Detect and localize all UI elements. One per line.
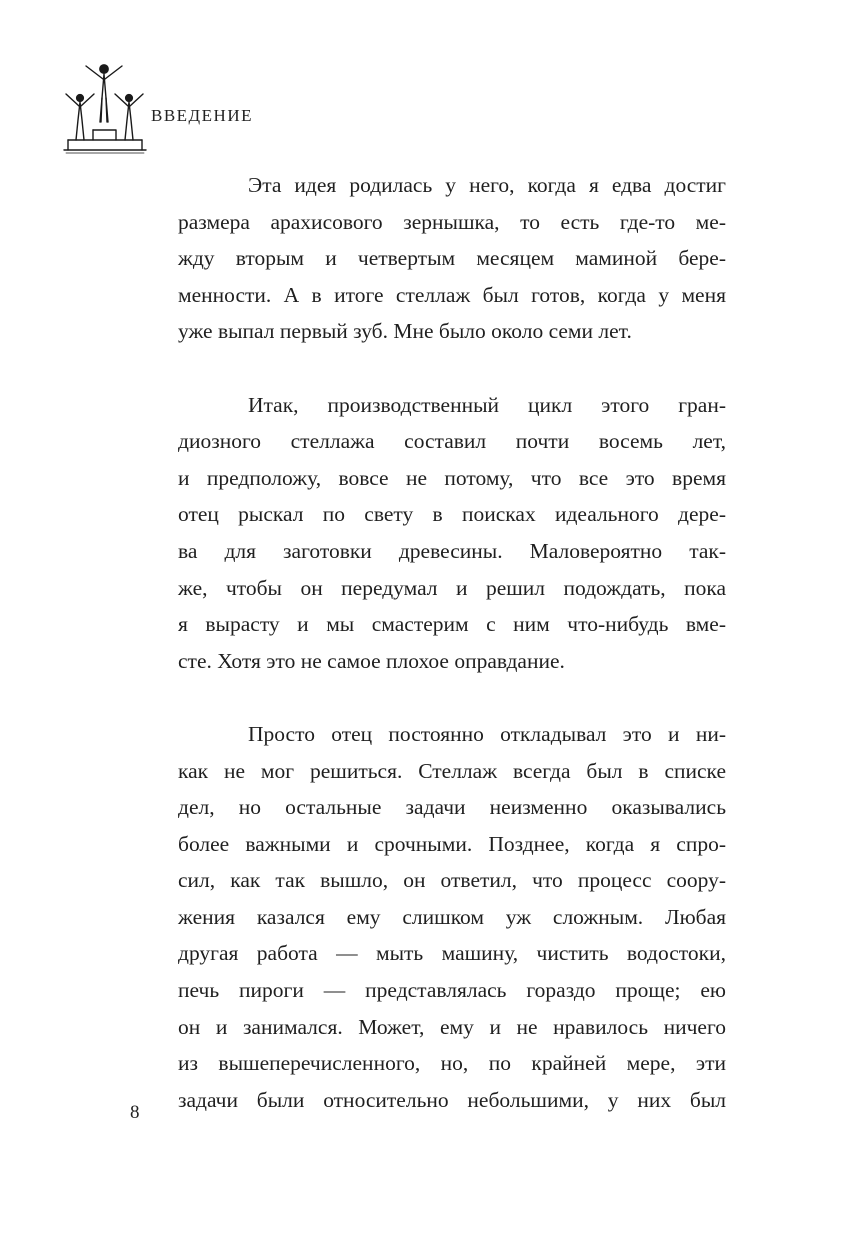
body-text	[178, 167, 726, 1118]
text-line: ва для заготовки древесины. Маловероятно так-	[178, 538, 726, 563]
text-line: отец рыскал по свету в поисках идеального дере-	[178, 502, 726, 527]
text-line: жения казался ему слишком уж сложным. Любая	[178, 904, 726, 929]
text-line: из вышеперечисленного, но, по крайней мере, эти	[178, 1051, 726, 1076]
text-line: печь пироги — представлялась гораздо проще; ею	[178, 978, 726, 1003]
text-line: как не мог решиться. Стеллаж всегда был в списке	[178, 758, 726, 783]
paragraph	[178, 716, 726, 1119]
text-line: и предположу, вовсе не потому, что все это время	[178, 465, 726, 490]
text-line: Просто отец постоянно откладывал это и ни-	[248, 721, 726, 746]
text-line: более важными и срочными. Позднее, когда я спро-	[178, 831, 726, 856]
text-line: же, чтобы он передумал и решил подождать, пока	[178, 575, 726, 600]
page-number: 8	[130, 1102, 140, 1123]
text-line: Эта идея родилась у него, когда я едва достиг	[248, 173, 726, 197]
text-line: я вырасту и мы смастерим с ним что-нибудь вме-	[178, 612, 726, 637]
text-line: дел, но остальные задачи неизменно оказывались	[178, 795, 726, 820]
text-line: размера арахисового зернышка, то есть где-то ме-	[178, 209, 726, 234]
text-line: уже выпал первый зуб. Мне было около семи лет.	[178, 319, 632, 344]
text-line: другая работа — мыть машину, чистить водостоки,	[178, 941, 726, 966]
text-line: сил, как так вышло, он ответил, что процесс соору-	[178, 868, 726, 893]
chapter-title: ВВЕДЕНИЕ	[151, 106, 253, 125]
text-line: диозного стеллажа составил почти восемь лет,	[178, 429, 726, 454]
podium-figures-icon	[56, 58, 152, 158]
text-line: сте. Хотя это не самое плохое оправдание.	[178, 648, 565, 673]
text-line: он и занимался. Может, ему и не нравилось ничего	[178, 1014, 726, 1039]
paragraph	[178, 387, 726, 680]
text-line: жду вторым и четвертым месяцем маминой бере-	[178, 246, 726, 271]
text-line: Итак, производственный цикл этого гран-	[248, 392, 726, 417]
paragraph	[178, 167, 726, 350]
text-line: задачи были относительно небольшими, у них был	[178, 1087, 726, 1112]
text-line: менности. А в итоге стеллаж был готов, когда у меня	[178, 282, 726, 307]
